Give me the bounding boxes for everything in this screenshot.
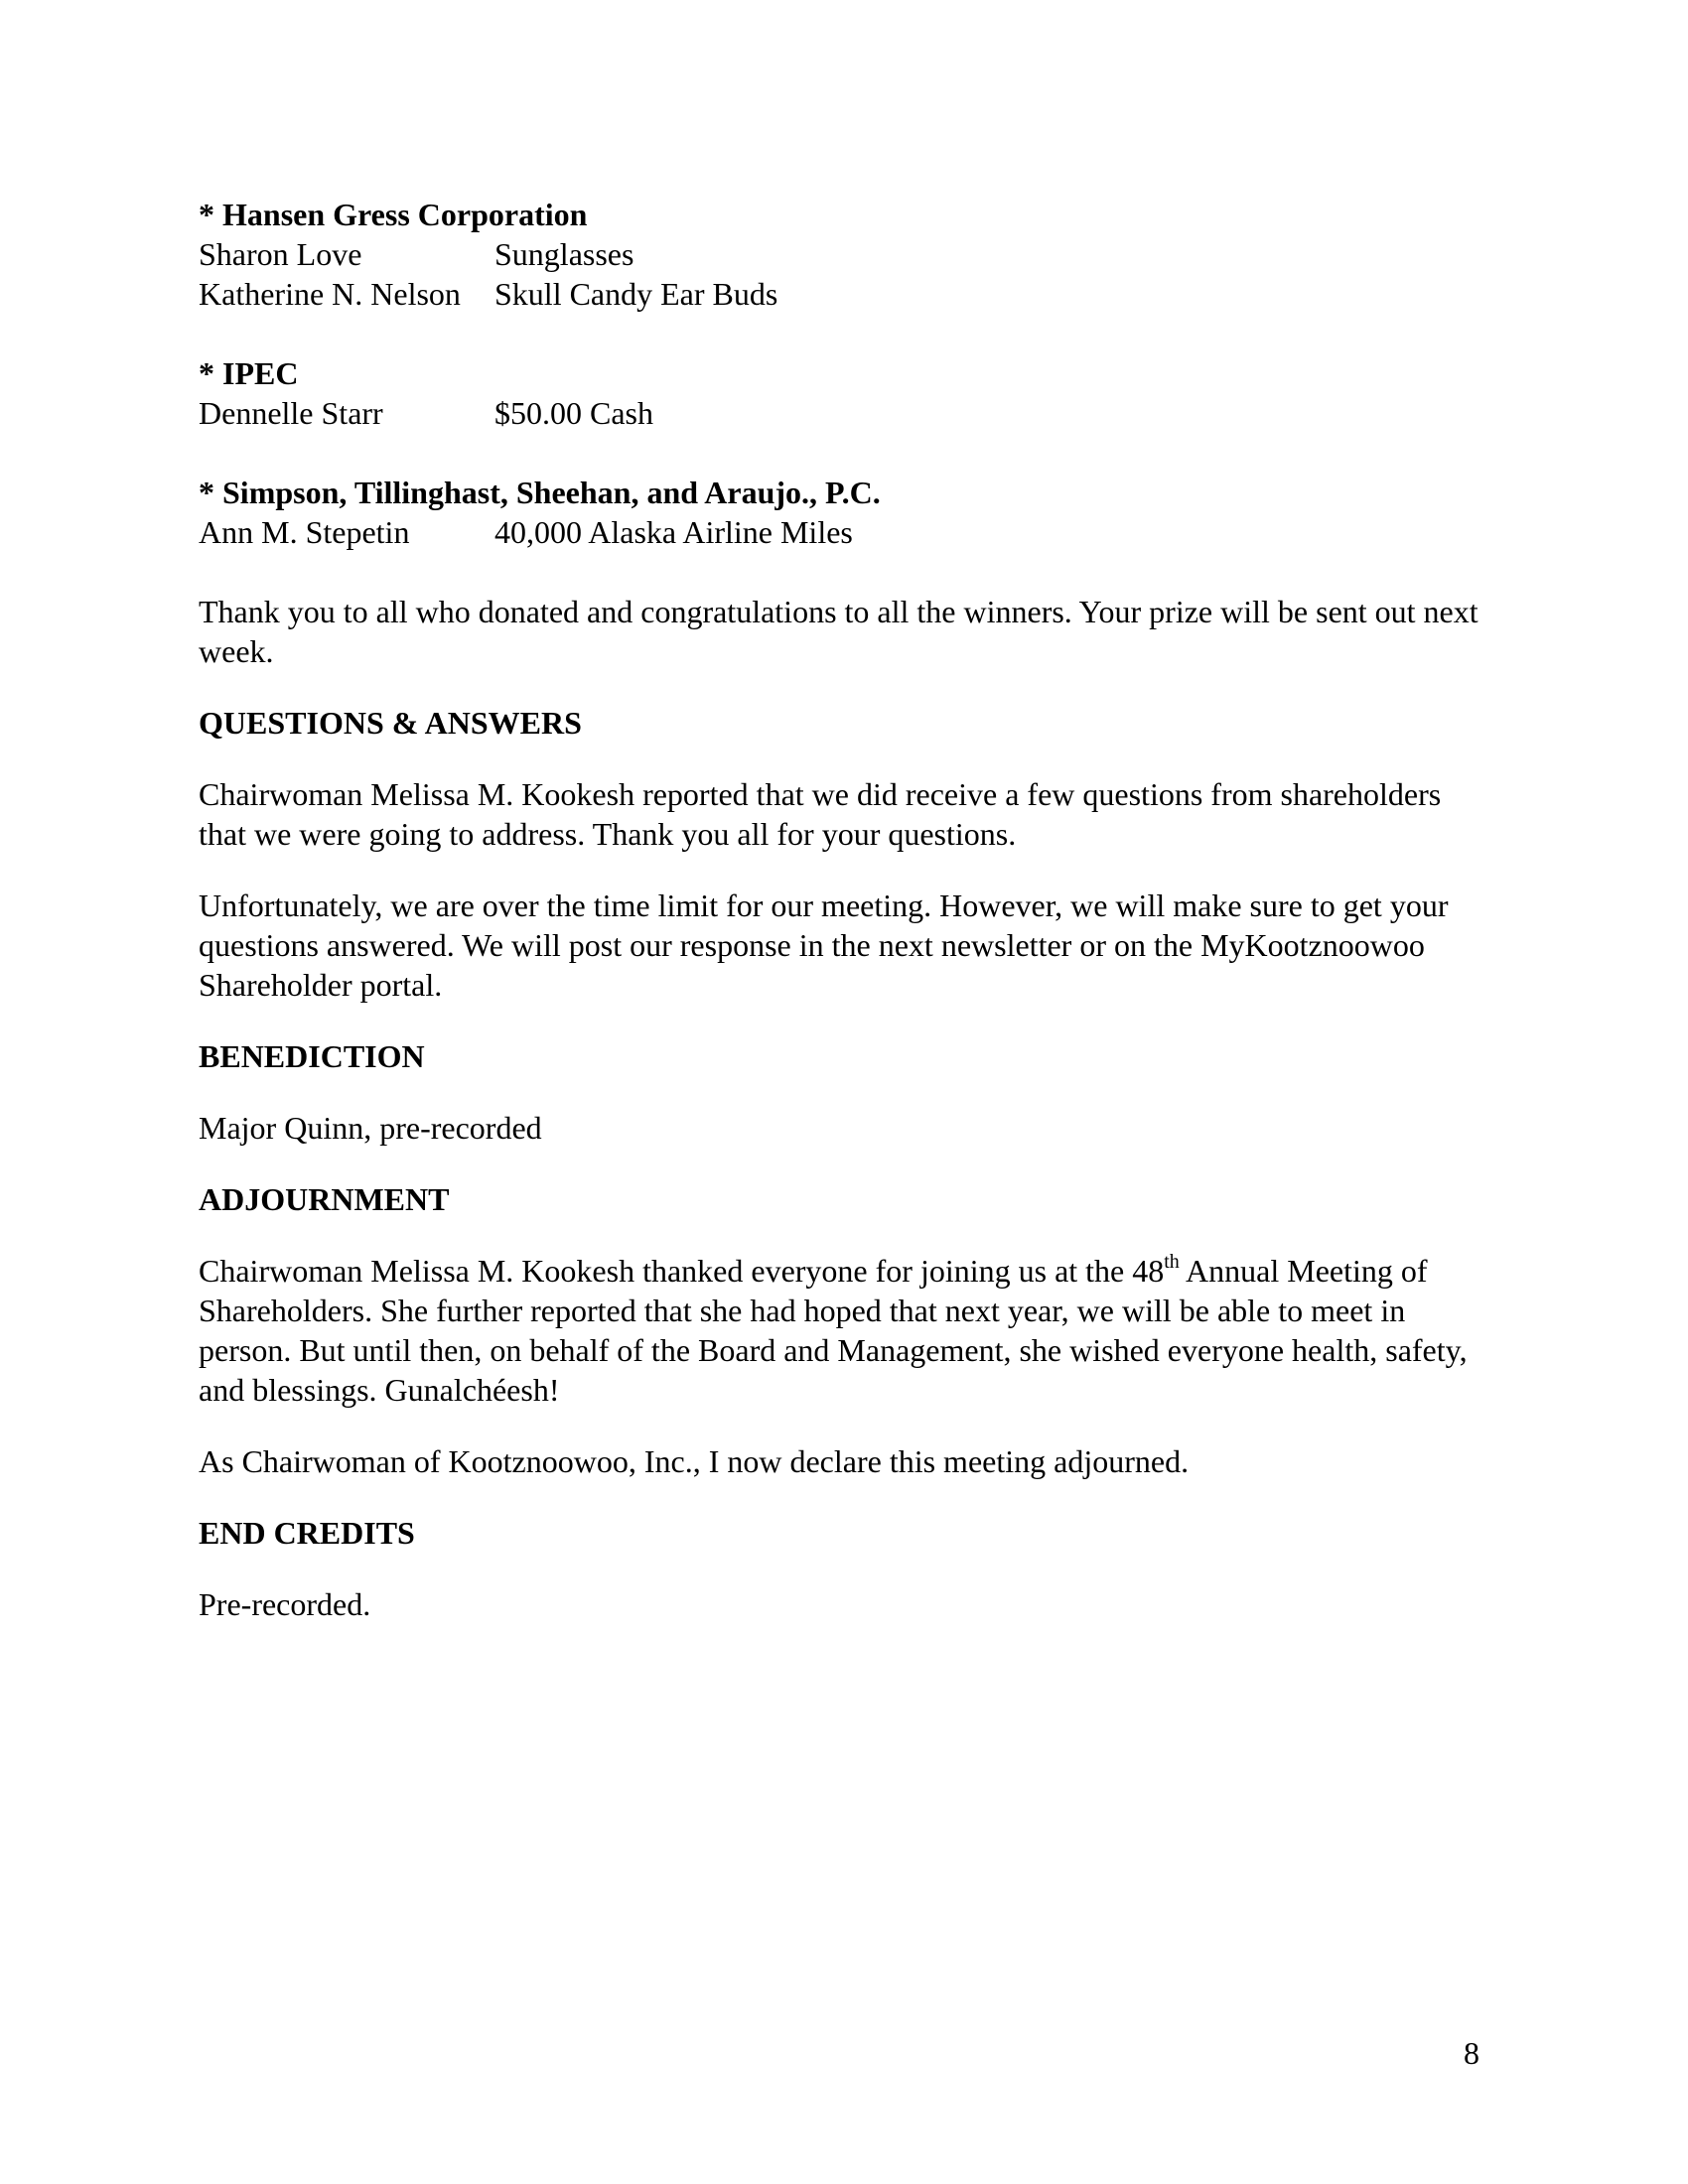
- qa-paragraph-2: Unfortunately, we are over the time limit for our meeting. However, we will make sure to get your questions answered. We will post our response in the next newsletter or on the MyKootznoowoo Shareholder portal.: [199, 887, 1449, 1003]
- winner-row: [199, 274, 1489, 314]
- end-credits-paragraph: Pre-recorded.: [199, 1586, 371, 1622]
- winner-prize: Sunglasses: [494, 236, 634, 272]
- sponsor-block: [199, 353, 1489, 433]
- thanks-paragraph: Thank you to all who donated and congratulations to all the winners. Your prize will be sent out next week.: [199, 594, 1478, 669]
- winner-row: [199, 234, 1489, 274]
- benediction-paragraph: Major Quinn, pre-recorded: [199, 1110, 542, 1146]
- sponsor-name: * IPEC: [199, 355, 299, 391]
- winner-prize: $50.00 Cash: [494, 395, 653, 431]
- winner-prize: Skull Candy Ear Buds: [494, 276, 778, 312]
- winner-name: Ann M. Stepetin: [199, 514, 410, 550]
- sponsor-block: [199, 195, 1489, 314]
- adjournment-heading: ADJOURNMENT: [199, 1181, 450, 1217]
- winner-row: [199, 393, 1489, 433]
- document-page: [199, 195, 1489, 1656]
- end-credits-heading: END CREDITS: [199, 1515, 415, 1551]
- winner-name: Katherine N. Nelson: [199, 276, 461, 312]
- benediction-heading: BENEDICTION: [199, 1038, 425, 1074]
- sponsor-name: * Simpson, Tillinghast, Sheehan, and Araujo., P.C.: [199, 475, 881, 510]
- sponsor-block: [199, 473, 1489, 552]
- page-number: 8: [1464, 2035, 1479, 2071]
- winner-prize: 40,000 Alaska Airline Miles: [494, 514, 853, 550]
- adjournment-paragraph: [199, 1251, 1489, 1410]
- sponsor-name: * Hansen Gress Corporation: [199, 197, 588, 232]
- adjournment-text-part1: Chairwoman Melissa M. Kookesh thanked everyone for joining us at the 48: [199, 1253, 1165, 1289]
- adjournment-declaration: As Chairwoman of Kootznoowoo, Inc., I now declare this meeting adjourned.: [199, 1443, 1190, 1479]
- ordinal-suffix: th: [1164, 1251, 1180, 1274]
- winner-name: Sharon Love: [199, 236, 362, 272]
- winner-row: [199, 512, 1489, 552]
- winner-name: Dennelle Starr: [199, 395, 383, 431]
- qa-paragraph-1: Chairwoman Melissa M. Kookesh reported that we did receive a few questions from shareholders that we were going to address. Thank you all for your questions.: [199, 776, 1442, 852]
- qa-heading: QUESTIONS & ANSWERS: [199, 705, 582, 741]
- adjournment-text-part2: Annual Meeting of Shareholders. She further reported that she had hoped that next year, we will be able to meet in person. But until then, on behalf of the Board and Management, she wished everyone health, safety, and blessings. Gunalchéesh!: [199, 1253, 1468, 1408]
